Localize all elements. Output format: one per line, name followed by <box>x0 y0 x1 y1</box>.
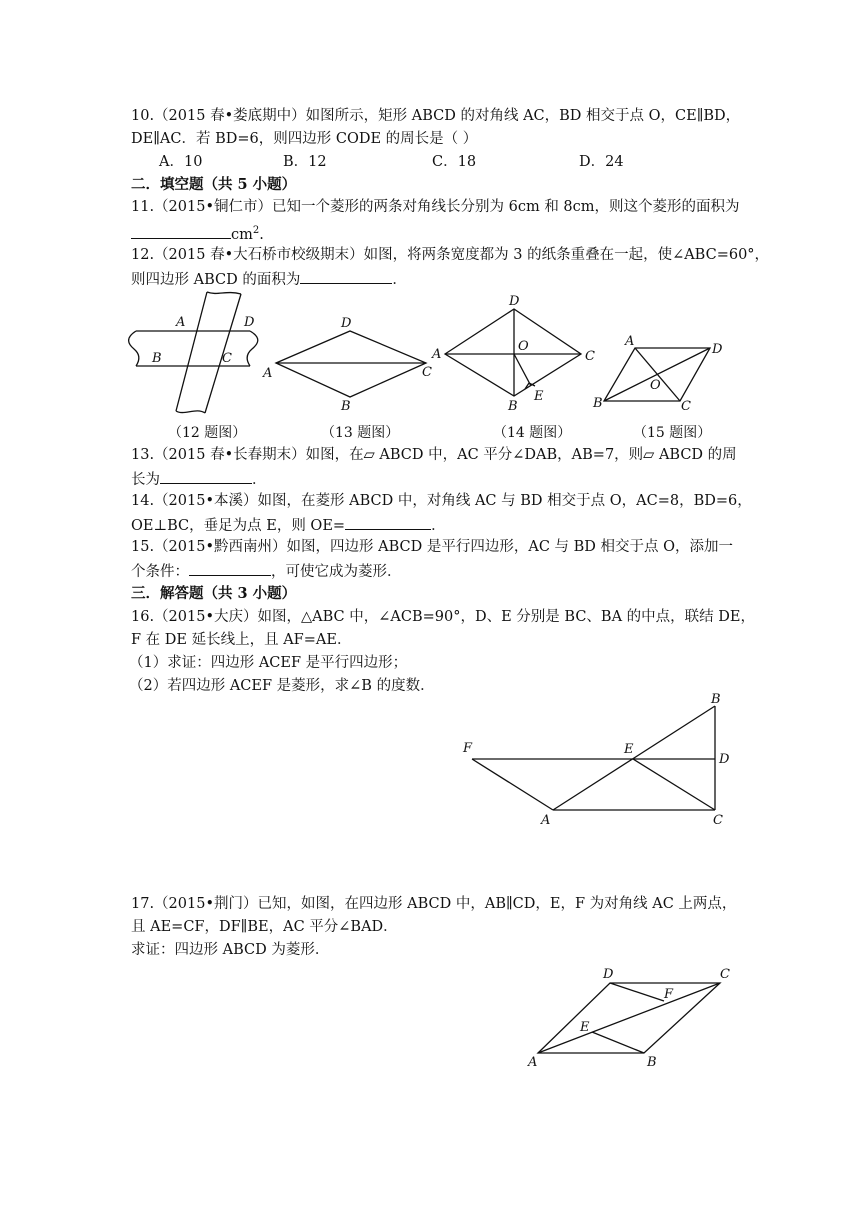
q12-line2-text: 则四边形 ABCD 的面积为 <box>131 272 301 288</box>
fig13-label-d: D <box>341 316 352 331</box>
fig17-label-d: D <box>603 967 614 982</box>
fig17-label-c: C <box>720 967 730 982</box>
fig14-label-a: A <box>432 347 442 362</box>
q10-option-c: C．18 <box>432 154 477 170</box>
caption-fig15: （15 题图） <box>633 425 712 441</box>
fig12-label-a: A <box>176 315 186 330</box>
fig17-label-b: B <box>647 1055 657 1070</box>
caption-fig14: （14 题图） <box>493 425 572 441</box>
fig12-label-d: D <box>244 315 255 330</box>
q10-option-d: D．24 <box>579 154 624 170</box>
fig15-label-b: B <box>593 396 603 411</box>
fig15-label-d: D <box>712 342 723 357</box>
q14-line2-text: OE⊥BC，垂足为点 E，则 OE= <box>131 518 346 534</box>
fig13-label-c: C <box>422 365 432 380</box>
q10-line1: 10.（2015 春•娄底期中）如图所示，矩形 ABCD 的对角线 AC，BD 相交于点 O，CE∥BD， <box>131 108 741 124</box>
fig15-drawing <box>604 348 710 401</box>
fig14-label-b: B <box>508 399 518 414</box>
q13-end: ． <box>252 472 267 488</box>
fig13-label-b: B <box>341 399 351 414</box>
fig16-label-d: D <box>719 752 730 767</box>
fig17-label-f: F <box>664 987 674 1002</box>
q10-option-a: A．10 <box>159 154 203 170</box>
fig14-label-e: E <box>534 389 544 404</box>
q15-answer-blank[interactable] <box>189 560 271 576</box>
q13-answer-blank[interactable] <box>160 468 252 484</box>
fig13-label-a: A <box>263 366 273 381</box>
q12-line1: 12.（2015 春•大石桥市校级期末）如图，将两条宽度都为 3 的纸条重叠在一起，使∠ABC=60°， <box>131 247 770 263</box>
q17-line3: 求证：四边形 ABCD 为菱形． <box>131 942 330 958</box>
q11-line1: 11.（2015•铜仁市）已知一个菱形的两条对角线长分别为 6cm 和 8cm，则这个菱形的面积为 <box>131 199 740 215</box>
fig16-label-a: A <box>541 813 551 828</box>
fig12-label-c: C <box>222 351 232 366</box>
q14-line1: 14.（2015•本溪）如图，在菱形 ABCD 中，对角线 AC 与 BD 相交于点 O，AC=8，BD=6， <box>131 493 752 509</box>
fig17-drawing <box>538 983 720 1053</box>
q16-part1: （1）求证：四边形 ACEF 是平行四边形； <box>129 655 408 671</box>
q17-line2: 且 AE=CF，DF∥BE，AC 平分∠BAD． <box>131 919 398 935</box>
q16-line1: 16.（2015•大庆）如图，△ABC 中，∠ACB=90°，D、E 分别是 BC、BA 的中点，联结 DE， <box>131 609 755 625</box>
q13-line2 <box>131 468 267 490</box>
fig14-label-o: O <box>518 339 529 354</box>
fig16-label-b: B <box>711 692 721 707</box>
fig16-label-f: F <box>463 741 473 756</box>
q16-part2: （2）若四边形 ACEF 是菱形，求∠B 的度数． <box>129 678 435 694</box>
fig17-label-e: E <box>580 1020 590 1035</box>
q14-end: ． <box>431 518 446 534</box>
fig12-label-b: B <box>152 351 162 366</box>
q14-line2 <box>131 514 446 536</box>
caption-fig12: （12 题图） <box>168 425 247 441</box>
fig14-label-d: D <box>509 294 520 309</box>
fig16-label-c: C <box>713 813 723 828</box>
fig16-drawing <box>472 706 715 810</box>
q15-line2 <box>131 560 402 582</box>
fig15-label-a: A <box>625 334 635 349</box>
fig15-label-o: O <box>650 378 661 393</box>
q13-line2-text: 长为 <box>131 472 160 488</box>
q13-line1: 13.（2015 春•长春期末）如图，在▱ ABCD 中，AC 平分∠DAB，AB=7，则▱ ABCD 的周 <box>131 447 737 463</box>
q11-end: . <box>259 226 264 243</box>
fig14-label-c: C <box>585 349 595 364</box>
caption-fig13: （13 题图） <box>321 425 400 441</box>
q14-answer-blank[interactable] <box>345 514 431 530</box>
q15-line2a: 个条件： <box>131 564 189 580</box>
fig17-label-a: A <box>528 1055 538 1070</box>
q12-end: ． <box>392 272 407 288</box>
q11-unit: cm <box>231 226 253 243</box>
fig15-label-c: C <box>681 399 691 414</box>
q15-line1: 15.（2015•黔西南州）如图，四边形 ABCD 是平行四边形，AC 与 BD 相交于点 O，添加一 <box>131 539 734 555</box>
section-2-heading: 二．填空题（共 5 小题） <box>131 176 297 193</box>
q17-line1: 17.（2015•荆门）已知，如图，在四边形 ABCD 中，AB∥CD，E，F 为对角线 AC 上两点， <box>131 896 737 912</box>
fig14-drawing <box>445 309 581 396</box>
fig16-label-e: E <box>624 742 634 757</box>
q11-unit-sup: 2 <box>252 225 260 236</box>
q10-line2: DE∥AC．若 BD=6，则四边形 CODE 的周长是（ ） <box>131 131 478 147</box>
fig13-drawing <box>276 331 426 397</box>
q16-line2: F 在 DE 延长线上，且 AF=AE． <box>131 632 352 648</box>
section-3-heading: 三．解答题（共 3 小题） <box>131 585 297 602</box>
q15-line2b: ，可使它成为菱形． <box>271 564 402 580</box>
fig12-drawing <box>129 292 258 413</box>
q10-option-b: B．12 <box>283 154 327 170</box>
